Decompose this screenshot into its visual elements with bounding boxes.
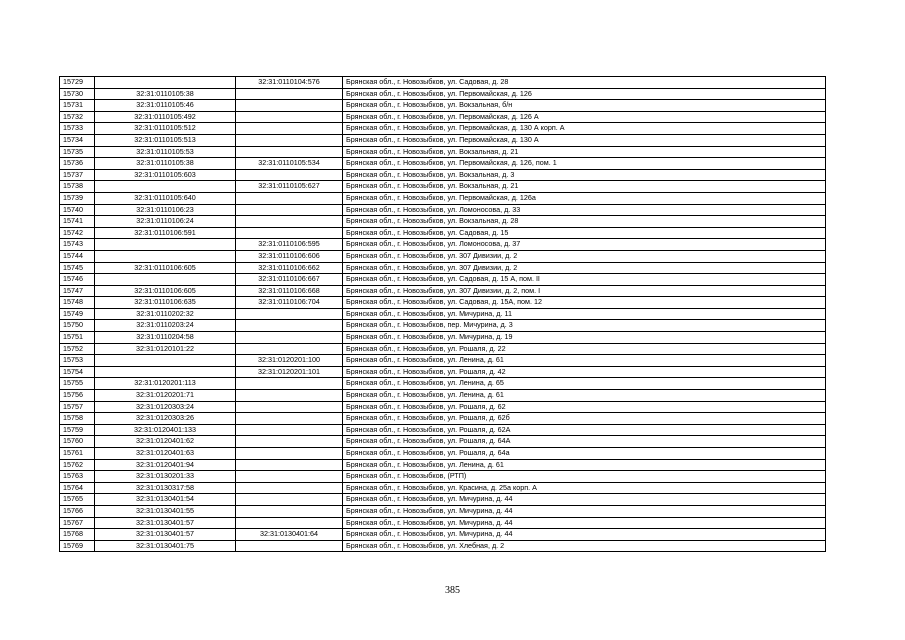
address-cell: Брянская обл., г. Новозыбков, ул. Первомайская, д. 130 А [343,134,826,146]
address-cell: Брянская обл., г. Новозыбков, пер. Мичурина, д. 3 [343,320,826,332]
table-row [60,413,826,425]
table-row [60,134,826,146]
address-cell: Брянская обл., г. Новозыбков, ул. Мичурина, д. 44 [343,505,826,517]
table-row [60,262,826,274]
cadastral-table [59,76,826,552]
building-cadastral-number-cell [236,100,343,112]
row-number-cell: 15731 [60,100,95,112]
building-cadastral-number-cell [236,413,343,425]
cadastral-number-cell: 32:31:0130201:33 [95,471,236,483]
row-number-cell: 15766 [60,505,95,517]
address-cell: Брянская обл., г. Новозыбков, ул. Вокзальная, д. 21 [343,146,826,158]
table-row [60,216,826,228]
building-cadastral-number-cell: 32:31:0110105:534 [236,158,343,170]
table-row [60,158,826,170]
address-cell: Брянская обл., г. Новозыбков, ул. 307 Дивизии, д. 2 [343,262,826,274]
row-number-cell: 15746 [60,274,95,286]
building-cadastral-number-cell [236,192,343,204]
cadastral-number-cell [95,239,236,251]
table-row [60,204,826,216]
building-cadastral-number-cell [236,308,343,320]
row-number-cell: 15733 [60,123,95,135]
building-cadastral-number-cell [236,482,343,494]
table-row [60,285,826,297]
cadastral-number-cell [95,77,236,89]
row-number-cell: 15729 [60,77,95,89]
building-cadastral-number-cell: 32:31:0120201:100 [236,355,343,367]
building-cadastral-number-cell [236,216,343,228]
table-row [60,482,826,494]
building-cadastral-number-cell: 32:31:0110105:627 [236,181,343,193]
table-row [60,471,826,483]
building-cadastral-number-cell: 32:31:0130401:64 [236,529,343,541]
building-cadastral-number-cell [236,459,343,471]
table-row [60,227,826,239]
address-cell: Брянская обл., г. Новозыбков, ул. Мичурина, д. 44 [343,517,826,529]
building-cadastral-number-cell [236,540,343,552]
building-cadastral-number-cell [236,424,343,436]
cadastral-number-cell: 32:31:0110204:58 [95,332,236,344]
cadastral-number-cell: 32:31:0110105:603 [95,169,236,181]
row-number-cell: 15742 [60,227,95,239]
row-number-cell: 15765 [60,494,95,506]
row-number-cell: 15749 [60,308,95,320]
row-number-cell: 15769 [60,540,95,552]
address-cell: Брянская обл., г. Новозыбков, ул. Садовая, д. 15 А, пом. II [343,274,826,286]
address-cell: Брянская обл., г. Новозыбков, ул. Ленина, д. 61 [343,459,826,471]
cadastral-number-cell: 32:31:0110202:32 [95,308,236,320]
cadastral-number-cell: 32:31:0110106:23 [95,204,236,216]
cadastral-number-cell: 32:31:0120303:26 [95,413,236,425]
cadastral-number-cell: 32:31:0110203:24 [95,320,236,332]
cadastral-number-cell: 32:31:0110105:46 [95,100,236,112]
table-row [60,88,826,100]
table-row [60,192,826,204]
cadastral-number-cell: 32:31:0120401:94 [95,459,236,471]
row-number-cell: 15739 [60,192,95,204]
row-number-cell: 15755 [60,378,95,390]
table-row [60,169,826,181]
building-cadastral-number-cell [236,111,343,123]
address-cell: Брянская обл., г. Новозыбков, ул. Красина, д. 25а корп. А [343,482,826,494]
row-number-cell: 15738 [60,181,95,193]
address-cell: Брянская обл., г. Новозыбков, ул. Вокзальная, б/н [343,100,826,112]
address-cell: Брянская обл., г. Новозыбков, ул. Первомайская, д. 126 [343,88,826,100]
address-cell: Брянская обл., г. Новозыбков, ул. Мичурина, д. 11 [343,308,826,320]
table-row [60,111,826,123]
table-row [60,459,826,471]
building-cadastral-number-cell: 32:31:0110106:595 [236,239,343,251]
row-number-cell: 15745 [60,262,95,274]
cadastral-number-cell: 32:31:0120201:71 [95,390,236,402]
building-cadastral-number-cell [236,227,343,239]
row-number-cell: 15761 [60,448,95,460]
building-cadastral-number-cell [236,169,343,181]
table-row [60,343,826,355]
cadastral-number-cell: 32:31:0130401:55 [95,505,236,517]
table-row [60,378,826,390]
row-number-cell: 15737 [60,169,95,181]
table-row [60,401,826,413]
table-row [60,355,826,367]
table-row [60,540,826,552]
cadastral-number-cell: 32:31:0110106:605 [95,285,236,297]
building-cadastral-number-cell: 32:31:0120201:101 [236,366,343,378]
cadastral-number-cell: 32:31:0120303:24 [95,401,236,413]
address-cell: Брянская обл., г. Новозыбков, ул. Рошаля, д. 62б [343,413,826,425]
table-row [60,146,826,158]
cadastral-number-cell: 32:31:0130401:57 [95,517,236,529]
address-cell: Брянская обл., г. Новозыбков, ул. Первомайская, д. 126, пом. 1 [343,158,826,170]
address-cell: Брянская обл., г. Новозыбков, ул. Садовая, д. 15А, пом. 12 [343,297,826,309]
address-cell: Брянская обл., г. Новозыбков, ул. Хлебная, д. 2 [343,540,826,552]
address-cell: Брянская обл., г. Новозыбков, ул. Ломоносова, д. 33 [343,204,826,216]
address-cell: Брянская обл., г. Новозыбков, ул. Садовая, д. 28 [343,77,826,89]
cadastral-number-cell [95,355,236,367]
cadastral-number-cell: 32:31:0110105:53 [95,146,236,158]
cadastral-number-cell: 32:31:0130401:57 [95,529,236,541]
row-number-cell: 15734 [60,134,95,146]
table-row [60,250,826,262]
cadastral-number-cell: 32:31:0110105:38 [95,88,236,100]
cadastral-number-cell: 32:31:0110105:513 [95,134,236,146]
row-number-cell: 15751 [60,332,95,344]
cadastral-number-cell: 32:31:0130401:54 [95,494,236,506]
address-cell: Брянская обл., г. Новозыбков, ул. Ленина, д. 61 [343,355,826,367]
building-cadastral-number-cell: 32:31:0110106:668 [236,285,343,297]
building-cadastral-number-cell [236,448,343,460]
cadastral-number-cell: 32:31:0110105:38 [95,158,236,170]
building-cadastral-number-cell [236,343,343,355]
row-number-cell: 15747 [60,285,95,297]
table-row [60,505,826,517]
row-number-cell: 15744 [60,250,95,262]
address-cell: Брянская обл., г. Новозыбков, ул. 307 Дивизии, д. 2 [343,250,826,262]
row-number-cell: 15768 [60,529,95,541]
table-row [60,77,826,89]
building-cadastral-number-cell [236,390,343,402]
building-cadastral-number-cell [236,123,343,135]
building-cadastral-number-cell [236,517,343,529]
table-row [60,529,826,541]
address-cell: Брянская обл., г. Новозыбков, ул. Мичурина, д. 44 [343,529,826,541]
row-number-cell: 15736 [60,158,95,170]
address-cell: Брянская обл., г. Новозыбков, ул. Садовая, д. 15 [343,227,826,239]
table-row [60,366,826,378]
table-row [60,123,826,135]
table-row [60,239,826,251]
row-number-cell: 15763 [60,471,95,483]
address-cell: Брянская обл., г. Новозыбков, ул. Мичурина, д. 44 [343,494,826,506]
table-row [60,297,826,309]
address-cell: Брянская обл., г. Новозыбков, (РТП) [343,471,826,483]
row-number-cell: 15757 [60,401,95,413]
address-cell: Брянская обл., г. Новозыбков, ул. Рошаля, д. 42 [343,366,826,378]
cadastral-number-cell: 32:31:0120401:62 [95,436,236,448]
row-number-cell: 15743 [60,239,95,251]
cadastral-number-cell: 32:31:0120201:113 [95,378,236,390]
row-number-cell: 15752 [60,343,95,355]
building-cadastral-number-cell [236,505,343,517]
cadastral-number-cell [95,181,236,193]
row-number-cell: 15735 [60,146,95,158]
row-number-cell: 15748 [60,297,95,309]
cadastral-number-cell: 32:31:0110106:605 [95,262,236,274]
building-cadastral-number-cell [236,401,343,413]
table-row [60,100,826,112]
row-number-cell: 15730 [60,88,95,100]
cadastral-number-cell [95,250,236,262]
building-cadastral-number-cell: 32:31:0110106:606 [236,250,343,262]
cadastral-number-cell [95,274,236,286]
page-number: 385 [445,585,460,596]
building-cadastral-number-cell [236,88,343,100]
row-number-cell: 15740 [60,204,95,216]
table-row [60,308,826,320]
table-row [60,274,826,286]
building-cadastral-number-cell [236,146,343,158]
address-cell: Брянская обл., г. Новозыбков, ул. Первомайская, д. 126 А [343,111,826,123]
row-number-cell: 15767 [60,517,95,529]
row-number-cell: 15732 [60,111,95,123]
row-number-cell: 15756 [60,390,95,402]
table-row [60,517,826,529]
row-number-cell: 15753 [60,355,95,367]
cadastral-number-cell: 32:31:0120401:63 [95,448,236,460]
cadastral-number-cell: 32:31:0120401:133 [95,424,236,436]
building-cadastral-number-cell: 32:31:0110106:667 [236,274,343,286]
building-cadastral-number-cell [236,494,343,506]
cadastral-number-cell: 32:31:0110106:591 [95,227,236,239]
address-cell: Брянская обл., г. Новозыбков, ул. Рошаля, д. 22 [343,343,826,355]
building-cadastral-number-cell [236,320,343,332]
building-cadastral-number-cell [236,378,343,390]
table-row [60,436,826,448]
address-cell: Брянская обл., г. Новозыбков, ул. Ломоносова, д. 37 [343,239,826,251]
cadastral-number-cell: 32:31:0110105:640 [95,192,236,204]
building-cadastral-number-cell [236,204,343,216]
building-cadastral-number-cell [236,471,343,483]
building-cadastral-number-cell [236,436,343,448]
address-cell: Брянская обл., г. Новозыбков, ул. Рошаля, д. 62 [343,401,826,413]
address-cell: Брянская обл., г. Новозыбков, ул. 307 Дивизии, д. 2, пом. I [343,285,826,297]
cadastral-number-cell: 32:31:0110106:635 [95,297,236,309]
address-cell: Брянская обл., г. Новозыбков, ул. Вокзальная, д. 3 [343,169,826,181]
table-body [60,77,826,552]
row-number-cell: 15762 [60,459,95,471]
building-cadastral-number-cell: 32:31:0110106:662 [236,262,343,274]
cadastral-number-cell: 32:31:0110106:24 [95,216,236,228]
table-row [60,332,826,344]
address-cell: Брянская обл., г. Новозыбков, ул. Рошаля, д. 62А [343,424,826,436]
row-number-cell: 15760 [60,436,95,448]
row-number-cell: 15759 [60,424,95,436]
address-cell: Брянская обл., г. Новозыбков, ул. Рошаля, д. 64А [343,436,826,448]
cadastral-number-cell: 32:31:0110105:492 [95,111,236,123]
building-cadastral-number-cell: 32:31:0110104:576 [236,77,343,89]
building-cadastral-number-cell: 32:31:0110106:704 [236,297,343,309]
cadastral-number-cell: 32:31:0130317:58 [95,482,236,494]
cadastral-number-cell [95,366,236,378]
row-number-cell: 15758 [60,413,95,425]
row-number-cell: 15754 [60,366,95,378]
address-cell: Брянская обл., г. Новозыбков, ул. Первомайская, д. 130 А корп. А [343,123,826,135]
table-row [60,424,826,436]
building-cadastral-number-cell [236,332,343,344]
address-cell: Брянская обл., г. Новозыбков, ул. Рошаля, д. 64а [343,448,826,460]
address-cell: Брянская обл., г. Новозыбков, ул. Вокзальная, д. 21 [343,181,826,193]
row-number-cell: 15741 [60,216,95,228]
address-cell: Брянская обл., г. Новозыбков, ул. Вокзальная, д. 28 [343,216,826,228]
row-number-cell: 15750 [60,320,95,332]
cadastral-number-cell: 32:31:0110105:512 [95,123,236,135]
table-row [60,448,826,460]
table-row [60,320,826,332]
address-cell: Брянская обл., г. Новозыбков, ул. Ленина, д. 61 [343,390,826,402]
cadastral-number-cell: 32:31:0130401:75 [95,540,236,552]
table-row [60,390,826,402]
address-cell: Брянская обл., г. Новозыбков, ул. Мичурина, д. 19 [343,332,826,344]
address-cell: Брянская обл., г. Новозыбков, ул. Первомайская, д. 126а [343,192,826,204]
address-cell: Брянская обл., г. Новозыбков, ул. Ленина, д. 65 [343,378,826,390]
row-number-cell: 15764 [60,482,95,494]
table-row [60,494,826,506]
cadastral-number-cell: 32:31:0120101:22 [95,343,236,355]
table-row [60,181,826,193]
building-cadastral-number-cell [236,134,343,146]
